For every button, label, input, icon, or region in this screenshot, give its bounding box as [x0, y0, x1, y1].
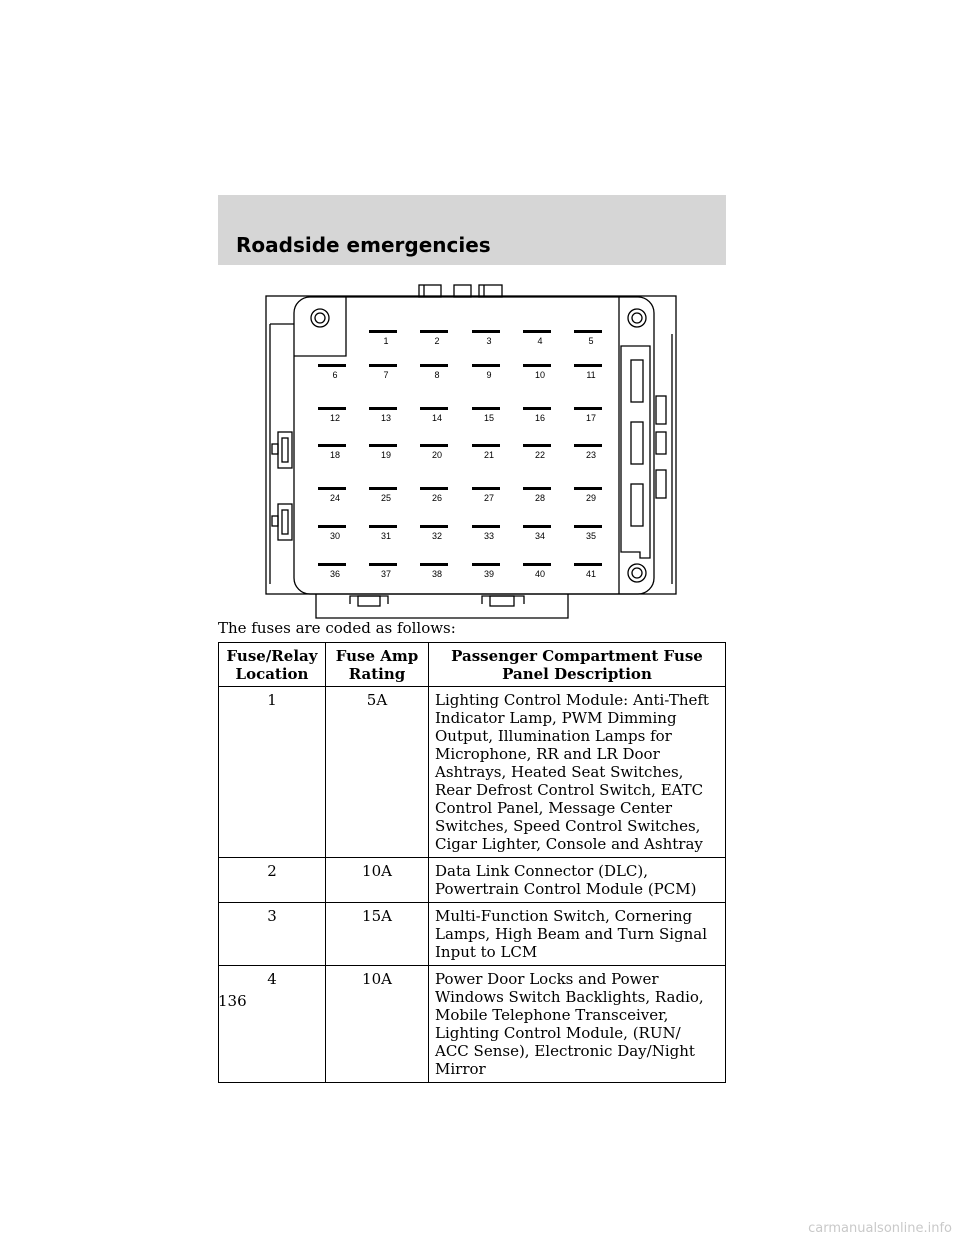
fuse-slot [369, 487, 397, 490]
fuse-label: 14 [431, 413, 443, 423]
fuse-slot [574, 407, 602, 410]
section-header-band [218, 195, 726, 265]
fuse-label: 17 [585, 413, 597, 423]
fuse-label: 8 [434, 370, 440, 380]
header-location: Fuse/Relay Location [219, 643, 326, 687]
fuse-label: 10 [534, 370, 546, 380]
connector-clip [482, 596, 524, 604]
fuse-label: 35 [585, 531, 597, 541]
fuse-label: 16 [534, 413, 546, 423]
table-header-row [219, 643, 726, 687]
bottom-connector-block [316, 594, 568, 618]
fuse-label: 13 [380, 413, 392, 423]
fuse-panel-svg [264, 284, 680, 620]
fuse-slot [420, 364, 448, 367]
cell-description: Multi-Function Switch, Cornering Lamps, High Beam and Turn Signal Input to LCM [429, 903, 726, 966]
fuse-label: 24 [329, 493, 341, 503]
fuse-label: 3 [486, 336, 492, 346]
cell-rating: 10A [326, 858, 429, 903]
table-row [219, 903, 726, 966]
fuse-slot [318, 487, 346, 490]
bolt-icon [315, 313, 325, 323]
fuse-slot [420, 563, 448, 566]
fuse-slot [420, 330, 448, 333]
fuse-label: 34 [534, 531, 546, 541]
fuse-label: 4 [537, 336, 543, 346]
bolt-icon [628, 309, 646, 327]
fuse-label: 9 [486, 370, 492, 380]
fuse-grid [318, 330, 602, 579]
fuse-slot [472, 444, 500, 447]
relay-slot [631, 484, 643, 526]
fuse-label: 33 [483, 531, 495, 541]
cell-location: 3 [219, 903, 326, 966]
fuse-slot [369, 330, 397, 333]
connector-clip [350, 596, 388, 604]
section-title: Roadside emergencies [236, 233, 491, 257]
fuse-slot [574, 563, 602, 566]
table-row [219, 858, 726, 903]
relay-slot [631, 360, 643, 402]
cell-rating: 5A [326, 687, 429, 858]
table-row [219, 687, 726, 858]
fuse-slot [472, 563, 500, 566]
right-tab [656, 470, 666, 498]
fuse-panel-diagram [264, 284, 680, 624]
page-number: 136 [218, 992, 247, 1010]
right-tab [656, 396, 666, 424]
fuse-slot [574, 525, 602, 528]
fuse-label: 11 [586, 370, 596, 380]
fuse-label: 27 [483, 493, 495, 503]
fuse-label: 32 [431, 531, 443, 541]
fuse-slot [472, 364, 500, 367]
fuse-label: 20 [431, 450, 443, 460]
header-description: Passenger Compartment Fuse Panel Description [429, 643, 726, 687]
fuse-label: 12 [329, 413, 341, 423]
fuse-slot [523, 525, 551, 528]
fuse-slot [472, 525, 500, 528]
fuse-slot [420, 407, 448, 410]
fuse-label: 19 [380, 450, 392, 460]
fuse-label: 25 [380, 493, 392, 503]
fuse-slot [574, 444, 602, 447]
bolt-icon [632, 568, 642, 578]
fuse-slot [318, 563, 346, 566]
fuse-label: 26 [431, 493, 443, 503]
fuse-label: 40 [534, 569, 546, 579]
fuse-table [218, 642, 726, 1083]
top-clip [479, 285, 502, 297]
fuse-label: 29 [585, 493, 597, 503]
fuse-slot [523, 563, 551, 566]
cell-location: 4 [219, 966, 326, 1083]
fuse-label: 39 [483, 569, 495, 579]
fuse-label: 21 [483, 450, 495, 460]
table-row [219, 966, 726, 1083]
fuse-slot [472, 487, 500, 490]
fuse-slot [523, 444, 551, 447]
fuse-label: 7 [383, 370, 389, 380]
fuse-slot [318, 525, 346, 528]
fuse-label: 5 [588, 336, 594, 346]
fuse-label: 41 [585, 569, 597, 579]
fuse-label: 23 [585, 450, 597, 460]
fuse-label: 38 [431, 569, 443, 579]
fuse-slot [523, 407, 551, 410]
top-clip [454, 285, 471, 297]
fuse-slot [420, 444, 448, 447]
right-tab [656, 432, 666, 454]
fuse-label: 1 [383, 336, 389, 346]
fuse-slot [318, 407, 346, 410]
fuse-slot [574, 487, 602, 490]
fuse-slot [318, 364, 346, 367]
fuse-slot [369, 563, 397, 566]
fuse-label: 36 [329, 569, 341, 579]
fuse-label: 28 [534, 493, 546, 503]
fuse-slot [369, 525, 397, 528]
bolt-icon [628, 564, 646, 582]
fuse-label: 15 [483, 413, 495, 423]
cell-description: Data Link Connector (DLC), Powertrain Control Module (PCM) [429, 858, 726, 903]
fuse-label: 6 [332, 370, 338, 380]
cell-location: 1 [219, 687, 326, 858]
cell-description: Lighting Control Module: Anti-Theft Indicator Lamp, PWM Dimming Output, Illumination Lamps for Microphone, RR and LR Door Ashtrays, Heated Seat Switches, Rear Defrost Control Switch, EATC Control Panel, Message Center Switches, Speed Control Switches, Cigar Lighter, Console and Ashtray [429, 687, 726, 858]
intro-text: The fuses are coded as follows: [218, 619, 456, 637]
fuse-slot [420, 525, 448, 528]
fuse-slot [574, 330, 602, 333]
header-rating: Fuse Amp Rating [326, 643, 429, 687]
fuse-label: 31 [380, 531, 392, 541]
relay-slot [631, 422, 643, 464]
fuse-label: 37 [380, 569, 392, 579]
fuse-label: 30 [329, 531, 341, 541]
bolt-icon [632, 313, 642, 323]
fuse-slot [369, 407, 397, 410]
watermark: carmanualsonline.info [808, 1221, 952, 1236]
fuse-slot [472, 407, 500, 410]
fuse-slot [574, 364, 602, 367]
fuse-slot [369, 364, 397, 367]
fuse-label: 22 [534, 450, 546, 460]
cell-rating: 15A [326, 903, 429, 966]
fuse-slot [369, 444, 397, 447]
fuse-slot [523, 487, 551, 490]
cell-rating: 10A [326, 966, 429, 1083]
fuse-slot [523, 330, 551, 333]
fuse-slot [523, 364, 551, 367]
fuse-slot [472, 330, 500, 333]
cell-location: 2 [219, 858, 326, 903]
fuse-slot [420, 487, 448, 490]
top-clip [419, 285, 441, 297]
fuse-label: 2 [434, 336, 440, 346]
bolt-icon [311, 309, 329, 327]
fuse-slot [318, 444, 346, 447]
cell-description: Power Door Locks and Power Windows Switch Backlights, Radio, Mobile Telephone Transceiver, Lighting Control Module, (RUN/ ACC Sense), Electronic Day/Night Mirror [429, 966, 726, 1083]
fuse-label: 18 [329, 450, 341, 460]
